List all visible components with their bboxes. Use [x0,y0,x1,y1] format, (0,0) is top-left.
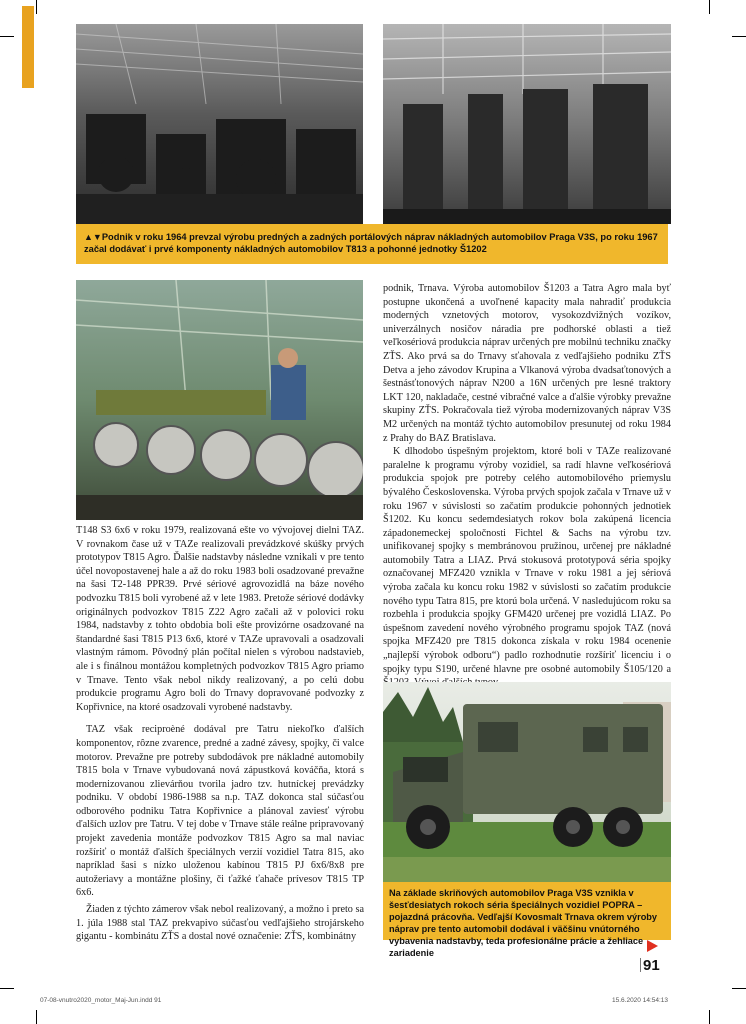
paragraph: Žiaden z týchto zámerov však nebol realizovaný, a možno i preto sa 1. júla 1988 stal TAZ prekvapivo súčasťou vedľajšieho strojárskeho gigantu - kombinátu ZŤS a dostal nové označenie: ZŤS, kombinátny [76,904,364,943]
top-photo-caption [76,224,668,264]
page-number: 91 [643,957,660,974]
machine-hall-photo [383,24,671,224]
divider [640,958,641,972]
paragraph: K dlhodobo úspešným projektom, ktoré boli v TAZe realizované paralelne k programu výroby vozidiel, sa radí hlavne veľkosériová produkcia spojok pre potreby celého automobilového priemyslu bývalého Československa. Výroba prvých spojok začala v Trnave už v roku 1967 v súvislosti so začatím produkcie pohonných jednotiek Š1202. Ku koncu sedemdesiatych rokov bola zakúpená licencia západonemeckej spoločnosti Fichtel & Sachs na výrobu tzv. unifikovanej spojky s membránovou pružinou, určenej pre nákladné automobily Tatra a LIAZ. Prvá stokusová prototypová séria spojky označovanej MFZ420 vznikla v Trnave v roku 1981 a jej sériová výroba začala ku koncu roku 1982 v súvislosti so začatím produkcie nového typu Tatra 815, pre ktorú bola určená. V nasledujúcom roku sa rozbehla i produkcia spojky GFM420 určenej pre vozidlá LIAZ. Po úspešnom zavedení nového výrobného programu spojok TAZ (nová spojka MFZ420 pre T815 dokonca získala v roku 1984 ocenenie „najlepší výrobok odboru“) padlo rozhodnutie rozšíriť licenciu i o spojky typu S190, určené hlavne pre osobné automobily Š105/120 a [383,446,671,675]
slug-timestamp: 15.6.2020 14:54:13 [612,997,669,1004]
factory-hall-photo [76,24,363,224]
right-text-column [383,282,671,690]
section-tab [22,6,34,88]
page-arrow-icon [647,940,658,952]
crop-mark [732,36,746,37]
bottom-photo-caption: Na základe skriňových automobilov Praga V3S vznikla v šesťdesiatych rokoch séria špeciálnych vozidiel POPRA – pojazdná prácovňa. Vedľajší Kovosmalt Trnava okrem výroby náprav pre tento automobil dodával i väčšinu vnútorného vybavenia nadstavby, teda profesionálne prácie a žehliace zariadenie [383,882,671,940]
crop-mark [36,0,37,14]
crop-mark [0,988,14,989]
paragraph: TAZ však reciproèné dodával pre Tatru niekoľko ďalších komponentov, rôzne zvarence, predné a zadné závesy, spojky, či valce motorov. Prevažne pre potreby subdodávok pre nákladné automobily T815 bola v Trnave vybudovaná nová zápustková kováčňa, ktorá s modernizovanou zlievárňou tvorila jadro tzv. hutníckej prevádzky podniku. V období 1986-1988 sa n.p. TAZ dokonca stal súčasťou odborového podniku Tatra Kopřivnice a plánoval zaviesť výrobu ďalších uzlov pre Tatru. V tej dobe v Trnave stále reálne pripravovaný projekt zavedenia montáže podvozkov T815 Agro sa mal naviac rozšíriť o montáž ďalších špeciálnych verzií vozidiel Tatra 815, ako napríklad šasi s nízko uloženou kabínou T815 PJ 6x6/8x8 pre autožeriavy a montážne plošiny, či ťažké ťahače prívesov T815 TP 6x6. [76,724,364,899]
left-text-column [76,524,364,944]
crop-mark [732,988,746,989]
crop-mark [36,1010,37,1024]
slug-filename: 07-08-vnutro2020_motor_Maj-Jun.indd 91 [40,997,162,1004]
caption-arrows: ▲▼ [84,232,102,242]
crop-mark [709,1010,710,1024]
crop-mark [0,36,14,37]
axle-assembly-photo [76,280,363,520]
crop-mark [709,0,710,14]
praga-truck-photo [383,682,671,882]
paragraph: podnik, Trnava. Výroba automobilov Š1203 a Tatra Agro mala byť postupne ukončená a uvoľnené kapacity mala nahradiť produkcia moderných vznetových motorov, vysokozdvižných vozíkov, univerzálnych nosičov náradia pre podhorské oblasti a tiež veľkosériová produkcia náprav určených pre mobilnú techniku značky ZŤS. Ako prvá sa do Trnavy sťahovala z vedľajšieho podniku ZŤS Detva a jeho závodov Krupina a Vlkanová výroba dvadsaťtonových a šestnásťtonových náprav N200 a 16N určených pre lesné traktory LKT 120, nakladače, cestné vibračné valce a ďalšie výrobky prevažne skupiny ZŤS. Pokračovala tiež výroba modernizovaných náprav V3S M2 určených na montáž týchto automobilov presunutej od roku 1984 z Prahy do BAZ Bratislava. [383,283,671,444]
paragraph: T148 S3 6x6 v roku 1979, realizovaná ešte vo vývojovej dielni TAZ. V rovnakom čase už v TAZe realizovali prevádzkové skúšky prvých prototypov T815 Agro. Ďalšie nadstavby následne vznikali v pre tento účel novopostavenej hale a až do roku 1983 boli osadzované prevažne na šasi T2-148 PPR39. Prvé sériové agrovozidlá na báze nového podvozku T815 boli vyrobené až v lete 1983. Pretože sériové dodávky originálnych podvozkov T815 Z22 Agro začali až v polovici roku 1984, nadstavby z tohto obdobia boli ešte provizórne osadzované na štandardné šasi T815 P13 6x6, ktoré v TAZe upravovali a osadzovali vlastným rámom. Pôvodný plán počítal nielen s výrobou nadstavieb, ale i s finálnou montážou kompletných podvozkov T815 Agro priamo v Trnave. Tento však nebol nikdy realizovaný, a po celú dobu produkcie programu Agro boli do Trnavy dopravované podvozky z Kopřivnice, na ktoré osadzovali vyrobené nadstavby. [76,525,364,713]
caption-text: Podnik v roku 1964 prevzal výrobu predných a zadných portálových náprav nákladných automobilov Praga V3S, po roku 1967 začal dodávať i prvé komponenty nákladných automobilov T813 a pohonné jednotky Š1202 [84,232,658,254]
